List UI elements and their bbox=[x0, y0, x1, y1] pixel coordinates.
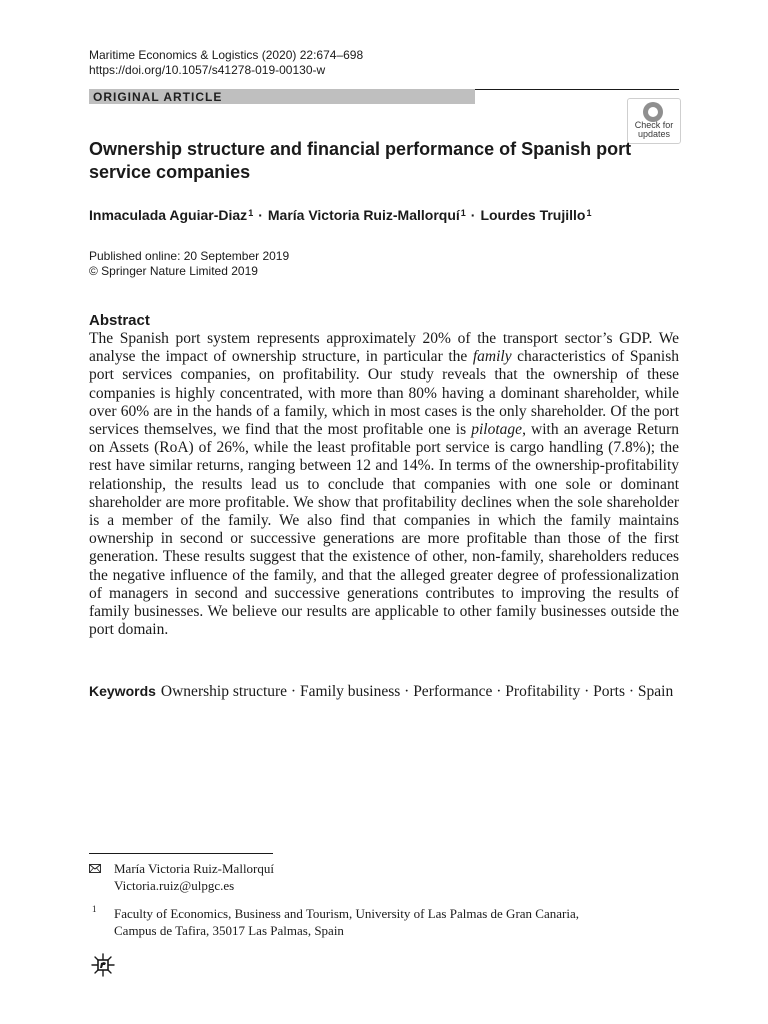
abstract-text: characteristics of Spanish port services companies, on profitability. Our study reveals that the ownership of these companies is highly concentrated, with more than 80% having a dominant shareholder, while over 60% are in the hands of a family, which in most cases is the only shareholder. Of the port services themselves, we find that the most profitable one is bbox=[89, 348, 679, 439]
header-rule bbox=[475, 89, 679, 90]
article-title: Ownership structure and financial performance of Spanish port service companies bbox=[89, 139, 632, 182]
envelope-icon bbox=[89, 864, 101, 873]
published-online-date: Published online: 20 September 2019 bbox=[89, 249, 290, 263]
journal-line: Maritime Economics & Logistics (2020) 22:674–698 bbox=[89, 48, 364, 62]
crossmark-label bbox=[628, 121, 680, 139]
corresponding-author-email[interactable]: Victoria.ruiz@ulpgc.es bbox=[114, 878, 235, 893]
author-name[interactable]: Inmaculada Aguiar-Diaz bbox=[89, 207, 248, 223]
abstract-emphasis: family bbox=[472, 348, 512, 366]
author-separator: · bbox=[258, 207, 263, 223]
springer-horse-logo bbox=[89, 951, 117, 979]
copyright-notice: © Springer Nature Limited 2019 bbox=[89, 264, 258, 278]
corresponding-author-name: María Victoria Ruiz-Mallorquí bbox=[114, 861, 274, 876]
keywords-list: Ownership structure · Family business · Performance · Profitability · Ports · Spain bbox=[160, 683, 674, 700]
article-type-label: ORIGINAL ARTICLE bbox=[93, 90, 223, 104]
abstract-body bbox=[89, 330, 679, 639]
author-list bbox=[89, 206, 591, 224]
footnote-rule bbox=[89, 853, 273, 854]
abstract-text: , with an average Return on Assets (RoA) of 26%, while the least profitable port service is cargo handling (7.8%); the rest have similar returns, ranging between 12 and 14%. In terms of the ownership-profitability relationship, the results lead us to conclude that companies with one sole or dominant shareholder are more profitable. We show that profitability declines when the sole shareholder is a member of the family. We also find that companies in which the family maintains ownership in second or successive generations are more profitable than those of the first generation. These results suggest that the existence of other, non-family, shareholders reduces the negative influence of the family, and that the alleged greater degree of professionalization of managers in second and successive generations contributes to improving the results of family businesses. We believe our results are applicable to other family businesses outside the port domain. bbox=[89, 421, 679, 639]
author-separator: · bbox=[470, 207, 476, 223]
abstract-emphasis: pilotage bbox=[471, 421, 523, 439]
affiliation-line: Faculty of Economics, Business and Tourism, University of Las Palmas de Gran Canaria, bbox=[114, 906, 579, 921]
corresponding-author bbox=[114, 860, 274, 894]
abstract-text: The Spanish port system represents approximately 20% of the transport sector’s GDP. We analyse the impact of ownership structure, in particular the bbox=[89, 330, 679, 366]
author-affiliation-marker: 1 bbox=[460, 208, 466, 218]
abstract-heading: Abstract bbox=[89, 312, 150, 329]
author-name[interactable]: María Victoria Ruiz-Mallorquí bbox=[267, 207, 460, 223]
keywords-label: Keywords bbox=[89, 683, 156, 699]
crossmark-icon bbox=[643, 102, 663, 122]
crossmark-line2: updates bbox=[637, 129, 671, 139]
doi-link[interactable]: https://doi.org/10.1057/s41278-019-00130-w bbox=[89, 63, 326, 77]
author-affiliation-marker: 1 bbox=[248, 208, 254, 218]
author-name[interactable]: Lourdes Trujillo bbox=[480, 207, 586, 223]
publication-info bbox=[89, 249, 289, 279]
journal-citation bbox=[89, 48, 363, 78]
crossmark-line1: Check for bbox=[634, 120, 674, 130]
keywords-block bbox=[89, 682, 679, 702]
affiliation-line: Campus de Tafira, 35017 Las Palmas, Spain bbox=[114, 923, 344, 938]
author-affiliation-marker: 1 bbox=[586, 208, 592, 218]
affiliation-number: 1 bbox=[92, 904, 97, 914]
affiliation bbox=[114, 905, 654, 939]
